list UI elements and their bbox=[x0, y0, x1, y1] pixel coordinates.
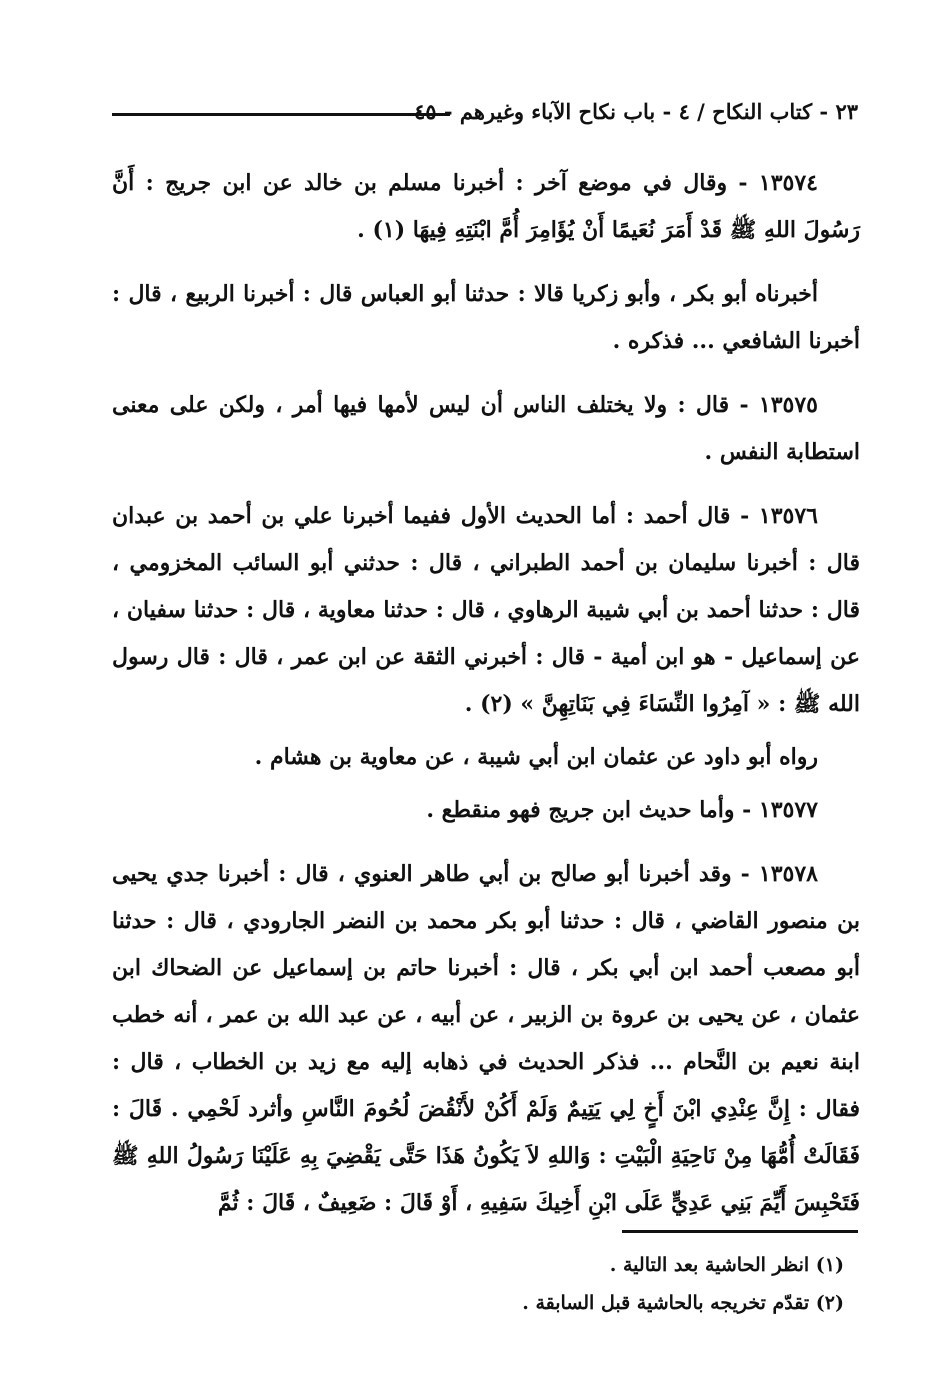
paragraph-13577: ١٣٥٧٧ - وأما حديث ابن جريج فهو منقطع . bbox=[426, 797, 818, 823]
paragraph-13574: ١٣٥٧٤ - وقال في موضع آخر : أخبرنا مسلم بن خالد عن ابن جريج : أَنَّ رَسُولَ اللهِ ﷺ قَدْ أَمَرَ نُعَيمًا أَنْ يُؤَامِرَ أُمَّ ابْنَتِهِ فِيهَا (١) . bbox=[112, 170, 860, 243]
paragraph-13575: ١٣٥٧٥ - قال : ولا يختلف الناس أن ليس لأمها فيها أمر ، ولكن على معنى استطابة النفس . bbox=[112, 392, 860, 465]
footnote-2: (٢) تقدّم تخريجه بالحاشية قبل السابقة . bbox=[522, 1292, 844, 1314]
paragraph-13576: ١٣٥٧٦ - قال أحمد : أما الحديث الأول ففيما أخبرنا علي بن أحمد بن عبدان قال : أخبرنا سليمان بن أحمد الطبراني ، قال : حدثني أبو السائب المخزومي ، قال : حدثنا أحمد بن أبي شيبة الرهاوي ، قال : حدثنا معاوية ، قال : حدثنا سفيان ، عن إسماعيل - هو ابن أمية - قال : أخبرني الثقة عن ابن عمر ، قال : قال رسول الله ﷺ : « آمِرُوا النِّسَاءَ فِي بَنَاتِهِنَّ » (٢) . bbox=[112, 503, 860, 717]
running-header bbox=[112, 92, 858, 132]
paragraph-isnad: أخبرناه أبو بكر ، وأبو زكريا قالا : حدثنا أبو العباس قال : أخبرنا الربيع ، قال : أخبرنا الشافعي ... فذكره . bbox=[112, 281, 860, 354]
paragraph-abu-dawud: رواه أبو داود عن عثمان ابن أبي شيبة ، عن معاوية بن هشام . bbox=[254, 744, 818, 770]
footnote-1: (١) انظر الحاشية بعد التالية . bbox=[609, 1254, 844, 1276]
main-text bbox=[112, 160, 860, 1244]
footnotes bbox=[112, 1246, 844, 1322]
header-rule bbox=[112, 113, 450, 116]
footnote-rule bbox=[622, 1230, 858, 1233]
paragraph-13578: ١٣٥٧٨ - وقد أخبرنا أبو صالح بن أبي طاهر العنوي ، قال : أخبرنا جدي يحيى بن منصور القاضي ، قال : حدثنا أبو بكر محمد بن النضر الجارودي ، قال : حدثنا أبو مصعب أحمد ابن أبي بكر ، قال : أخبرنا حاتم بن إسماعيل عن الضحاك ابن عثمان ، عن يحيى بن عروة بن الزبير ، عن أبيه ، عن عبد الله بن عمر ، أنه خطب ابنة نعيم بن النَّحام ... فذكر الحديث في ذهابه إليه مع زيد بن الخطاب ، قال : فقال : إِنَّ عِنْدِي ابْنَ أَخٍ لِي يَتِيمٌ وَلَمْ أَكُنْ لأَنْقُضَ لُحُومَ النَّاسِ وأثرد لَحْمِي . قَالَ : فَقَالَتْ أُمُّهَا مِنْ نَاحِيَةِ الْبَيْتِ : وَاللهِ لاَ يَكُونُ هَذَا حَتَّى يَقْضِيَ بِهِ عَلَيْنَا رَسُولُ اللهِ ﷺ فَتَحْبِسَ أَيِّمَ بَنِي عَدِيٍّ عَلَى ابْنِ أَخِيكَ سَفِيهِ ، أَوْ قَالَ : ضَعِيفٌ ، قَالَ : ثُمَّ bbox=[112, 861, 860, 1216]
running-title: ٢٣ - كتاب النكاح / ٤ - باب نكاح الآباء وغيرهم - ٤٥ bbox=[413, 99, 858, 124]
